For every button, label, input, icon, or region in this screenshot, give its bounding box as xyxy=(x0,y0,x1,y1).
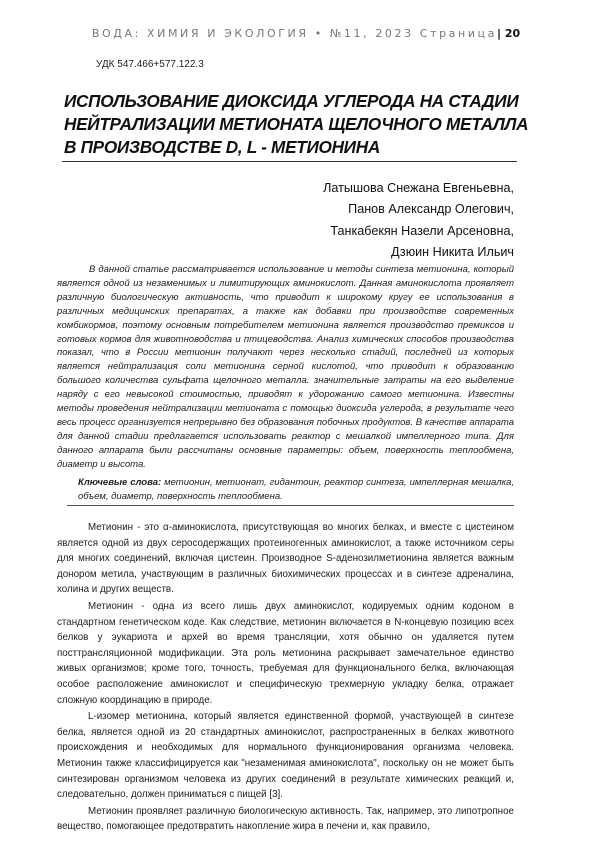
author-name: Дзюин Никита Ильич xyxy=(390,244,514,259)
keywords-text: метионин, метионат, гидантоин, реактор синтеза, импеллерная мешалка, объем, диаметр, поверхность теплообмена. xyxy=(78,477,514,502)
body-paragraph: Метионин - это α-аминокислота, присутствующая во многих белках, и вместе с цистеином является одной из двух серосодержащих протеиногенных аминокислот, а также источником серы для многих соединений, включая цистеин. Производное S-аденозилметионина является важным донором метила, участвующим в различных биохимических процессах и в синтезе адреналина, холина и других веществ. xyxy=(57,522,514,596)
article-body xyxy=(57,520,514,836)
author-name: Панов Александр Олегович, xyxy=(348,202,514,217)
keywords-divider xyxy=(67,505,514,506)
page-number: | 20 xyxy=(497,27,521,40)
article-title: ИСПОЛЬЗОВАНИЕ ДИОКСИДА УГЛЕРОДА НА СТАДИИ НЕЙТРАЛИЗАЦИИ МЕТИОНАТА ЩЕЛОЧНОГО МЕТАЛЛА В ПРОИЗВОДСТВЕ D, L - МЕТИОНИНА xyxy=(64,91,529,157)
abstract xyxy=(57,263,514,472)
running-header xyxy=(0,27,600,43)
keywords xyxy=(78,476,514,504)
title-divider xyxy=(62,161,517,162)
author-name: Латышова Снежана Евгеньевна, xyxy=(323,181,514,195)
author-list xyxy=(323,178,514,263)
abstract-text: В данной статье рассматривается использование и методы синтеза метионина, который является одной из незаменимых и лимитирующих аминокислот. Данная аминокислота проявляет различную биологическую активность, что приводит к широкому кругу ее использования в различных медицинских препаратах, а также как добавки при производстве современных комбикормов, поэтому основным потребителем метионина является производство премиксов и готовых кормов для животноводства и птицеводства. Анализ химических способов производства показал, что в России метионин получают через несколько стадий, последней из которых является нейтрализация соли метионина серной кислотой, что приводит к образованию большого количества сульфата щелочного металла. значительные затраты на его выделение наряду с его невысокой стоимостью, приводят к удорожанию самого метионина. Известны методы проведения нейтрализации метионата с помощью диоксида углерода, в результате чего весь процесс организуется непрерывно без образования побочных продуктов. В качестве аппарата для данной стадии предлагается использовать реактор с мешалкой импеллерного типа. Для данного аппарата были рассчитаны основные параметры: объем, поверхность теплообмена, диаметр и высота. xyxy=(57,264,514,470)
journal-name: ВОДА: ХИМИЯ И ЭКОЛОГИЯ • №11, 2023 Страница xyxy=(91,27,497,40)
author-name: Танкабекян Назели Арсеновна, xyxy=(330,223,514,238)
keywords-label: Ключевые слова: xyxy=(78,477,162,488)
body-paragraph: L-изомер метионина, который является единственной формой, участвующей в синтезе белка, является одной из 20 стандартных аминокислот, распространенных в белках животного происхождения и необходимых для нормального функционирования организма человека. Метионин также классифицируется как "незаменимая аминокислота", поскольку он не может быть синтезирован организмом человека из других соединений в результате химических реакций и, следовательно, должен приниматься с пищей [3]. xyxy=(57,711,514,801)
body-paragraph: Метионин проявляет различную биологическую активность. Так, например, это липотропное вещество, помогающее предотвратить накопление жира в печени и, как правило, xyxy=(57,805,514,833)
udk-code: УДК 547.466+577.122.3 xyxy=(96,59,204,70)
body-paragraph: Метионин - одна из всего лишь двух аминокислот, кодируемых одним кодоном в стандартном генетическом коде. Как следствие, метионин включается в N-концевую позицию всех белков у эукариота и архей во время трансляции, хотя обычно он удаляется путем посттрансляционной модификации. Эта роль метионина раскрывает замечательное единство живых организмов; кроме того, точность, требуемая для функционального белка, включающая особое расположение аминокислот и специфическую трехмерную укладку белка, отражает сложную координацию в природе. xyxy=(57,600,514,706)
